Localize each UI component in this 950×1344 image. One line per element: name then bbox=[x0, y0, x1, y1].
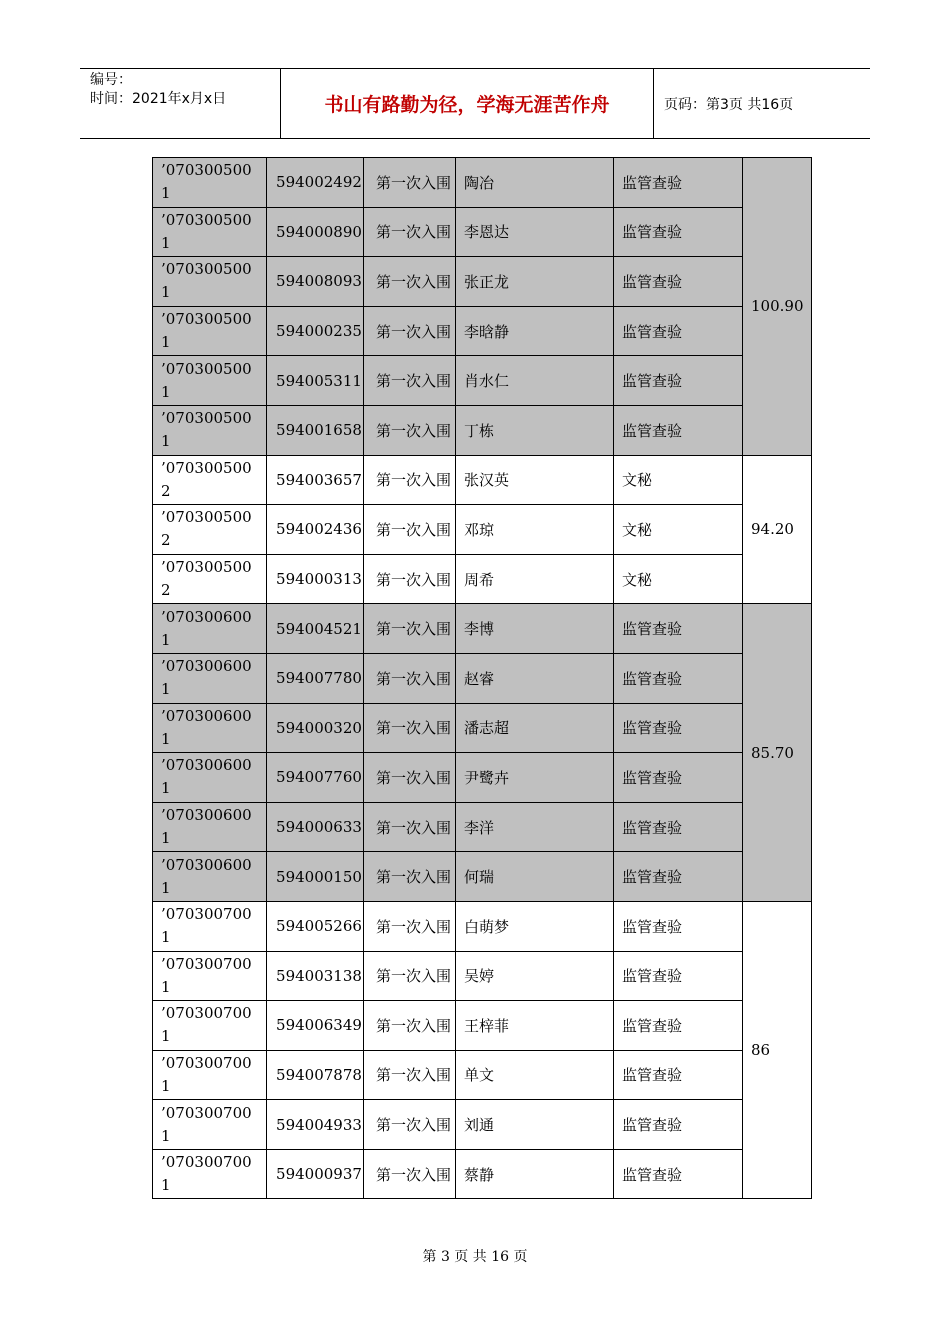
cutoff-score-cell: 100.90 bbox=[743, 158, 812, 456]
candidate-name-cell: 何瑞 bbox=[456, 852, 614, 902]
cutoff-score-cell: 94.20 bbox=[743, 455, 812, 604]
round-cell: 第一次入围 bbox=[364, 306, 456, 356]
table-row bbox=[153, 306, 812, 356]
round-cell: 第一次入围 bbox=[364, 405, 456, 455]
position-code-line1: ’070300600 bbox=[161, 855, 252, 874]
post-cell: 监管查验 bbox=[614, 306, 743, 356]
position-code-line1: ’070300600 bbox=[161, 806, 252, 825]
exam-id-cell: 594008093 bbox=[267, 257, 364, 307]
round-cell: 第一次入围 bbox=[364, 703, 456, 753]
exam-id-cell: 594002436 bbox=[267, 505, 364, 555]
exam-id-cell: 594000633 bbox=[267, 802, 364, 852]
round-cell: 第一次入围 bbox=[364, 753, 456, 803]
candidate-name-cell: 李恩达 bbox=[456, 207, 614, 257]
table-row bbox=[153, 1100, 812, 1150]
exam-id-cell: 594000937 bbox=[267, 1149, 364, 1199]
position-code-line1: ’070300500 bbox=[161, 310, 252, 329]
table-row bbox=[153, 703, 812, 753]
post-cell: 监管查验 bbox=[614, 852, 743, 902]
candidate-name-cell: 李洋 bbox=[456, 802, 614, 852]
position-code-cell bbox=[153, 852, 267, 902]
position-code-line1: ’070300500 bbox=[161, 409, 252, 428]
table-row bbox=[153, 356, 812, 406]
position-code-line2: 1 bbox=[161, 779, 171, 798]
position-code-line1: ’070300500 bbox=[161, 458, 252, 477]
position-code-line1: ’070300500 bbox=[161, 558, 252, 577]
position-code-line2: 1 bbox=[161, 382, 171, 401]
round-cell: 第一次入围 bbox=[364, 1149, 456, 1199]
header-page-info: 页码：第3页 共16页 bbox=[664, 96, 794, 113]
exam-id-cell: 594000150 bbox=[267, 852, 364, 902]
round-cell: 第一次入围 bbox=[364, 1100, 456, 1150]
candidate-name-cell: 蔡静 bbox=[456, 1149, 614, 1199]
post-cell: 监管查验 bbox=[614, 356, 743, 406]
table-row bbox=[153, 455, 812, 505]
round-cell: 第一次入围 bbox=[364, 852, 456, 902]
round-cell: 第一次入围 bbox=[364, 356, 456, 406]
candidate-name-cell: 周希 bbox=[456, 554, 614, 604]
position-code-cell bbox=[153, 505, 267, 555]
round-cell: 第一次入围 bbox=[364, 901, 456, 951]
table-row bbox=[153, 158, 812, 208]
position-code-cell bbox=[153, 604, 267, 654]
position-code-line2: 1 bbox=[161, 233, 171, 252]
post-cell: 监管查验 bbox=[614, 653, 743, 703]
page-footer: 第 3 页 共 16 页 bbox=[422, 1249, 528, 1265]
table-row bbox=[153, 753, 812, 803]
candidate-table bbox=[152, 157, 812, 1199]
table-row bbox=[153, 901, 812, 951]
exam-id-cell: 594005266 bbox=[267, 901, 364, 951]
round-cell: 第一次入围 bbox=[364, 207, 456, 257]
position-code-line1: ’070300700 bbox=[161, 1053, 252, 1072]
position-code-cell bbox=[153, 753, 267, 803]
table-row bbox=[153, 405, 812, 455]
candidate-name-cell: 丁栋 bbox=[456, 405, 614, 455]
position-code-cell bbox=[153, 554, 267, 604]
post-cell: 监管查验 bbox=[614, 1100, 743, 1150]
position-code-line1: ’070300700 bbox=[161, 1103, 252, 1122]
position-code-line2: 1 bbox=[161, 1176, 171, 1195]
round-cell: 第一次入围 bbox=[364, 1001, 456, 1051]
table-row bbox=[153, 207, 812, 257]
exam-id-cell: 594003657 bbox=[267, 455, 364, 505]
exam-id-cell: 594000890 bbox=[267, 207, 364, 257]
position-code-line2: 1 bbox=[161, 878, 171, 897]
position-code-line2: 1 bbox=[161, 283, 171, 302]
post-cell: 文秘 bbox=[614, 455, 743, 505]
post-cell: 监管查验 bbox=[614, 604, 743, 654]
table-row bbox=[153, 604, 812, 654]
post-cell: 监管查验 bbox=[614, 802, 743, 852]
round-cell: 第一次入围 bbox=[364, 505, 456, 555]
exam-id-cell: 594007780 bbox=[267, 653, 364, 703]
position-code-line1: ’070300600 bbox=[161, 607, 252, 626]
cutoff-score-cell: 86 bbox=[743, 901, 812, 1199]
post-cell: 监管查验 bbox=[614, 1001, 743, 1051]
post-cell: 监管查验 bbox=[614, 405, 743, 455]
candidate-name-cell: 李晗静 bbox=[456, 306, 614, 356]
round-cell: 第一次入围 bbox=[364, 257, 456, 307]
position-code-cell bbox=[153, 703, 267, 753]
position-code-cell bbox=[153, 1100, 267, 1150]
table-row bbox=[153, 1149, 812, 1199]
exam-id-cell: 594000320 bbox=[267, 703, 364, 753]
candidate-name-cell: 尹鹭卉 bbox=[456, 753, 614, 803]
candidate-name-cell: 肖水仁 bbox=[456, 356, 614, 406]
candidate-name-cell: 张汉英 bbox=[456, 455, 614, 505]
candidate-name-cell: 王梓菲 bbox=[456, 1001, 614, 1051]
round-cell: 第一次入围 bbox=[364, 455, 456, 505]
exam-id-cell: 594005311 bbox=[267, 356, 364, 406]
candidate-name-cell: 白萌梦 bbox=[456, 901, 614, 951]
position-code-cell bbox=[153, 405, 267, 455]
candidate-name-cell: 赵睿 bbox=[456, 653, 614, 703]
position-code-cell bbox=[153, 951, 267, 1001]
exam-id-cell: 594003138 bbox=[267, 951, 364, 1001]
position-code-cell bbox=[153, 1001, 267, 1051]
round-cell: 第一次入围 bbox=[364, 802, 456, 852]
position-code-line2: 1 bbox=[161, 333, 171, 352]
position-code-cell bbox=[153, 158, 267, 208]
position-code-line2: 2 bbox=[161, 481, 171, 500]
position-code-line2: 1 bbox=[161, 630, 171, 649]
post-cell: 监管查验 bbox=[614, 951, 743, 1001]
position-code-cell bbox=[153, 1050, 267, 1100]
position-code-line2: 2 bbox=[161, 531, 171, 550]
position-code-cell bbox=[153, 356, 267, 406]
post-cell: 监管查验 bbox=[614, 753, 743, 803]
post-cell: 监管查验 bbox=[614, 1050, 743, 1100]
table-row bbox=[153, 257, 812, 307]
round-cell: 第一次入围 bbox=[364, 653, 456, 703]
round-cell: 第一次入围 bbox=[364, 951, 456, 1001]
position-code-line2: 1 bbox=[161, 1027, 171, 1046]
page-header bbox=[80, 68, 870, 139]
position-code-cell bbox=[153, 802, 267, 852]
position-code-line2: 1 bbox=[161, 1076, 171, 1095]
candidate-name-cell: 李博 bbox=[456, 604, 614, 654]
position-code-cell bbox=[153, 901, 267, 951]
round-cell: 第一次入围 bbox=[364, 1050, 456, 1100]
document-date: 时间：2021年x月x日 bbox=[90, 91, 227, 107]
position-code-line1: ’070300600 bbox=[161, 706, 252, 725]
document-number-label: 编号： bbox=[90, 72, 132, 88]
cutoff-score-cell: 85.70 bbox=[743, 604, 812, 902]
exam-id-cell: 594007760 bbox=[267, 753, 364, 803]
position-code-cell bbox=[153, 207, 267, 257]
candidate-name-cell: 刘通 bbox=[456, 1100, 614, 1150]
post-cell: 监管查验 bbox=[614, 901, 743, 951]
position-code-cell bbox=[153, 257, 267, 307]
position-code-line2: 1 bbox=[161, 729, 171, 748]
post-cell: 监管查验 bbox=[614, 207, 743, 257]
header-meta bbox=[80, 69, 281, 138]
position-code-cell bbox=[153, 653, 267, 703]
position-code-line1: ’070300500 bbox=[161, 210, 252, 229]
exam-id-cell: 594004521 bbox=[267, 604, 364, 654]
table-row bbox=[153, 653, 812, 703]
round-cell: 第一次入围 bbox=[364, 554, 456, 604]
exam-id-cell: 594000313 bbox=[267, 554, 364, 604]
position-code-line2: 2 bbox=[161, 581, 171, 600]
position-code-line1: ’070300500 bbox=[161, 508, 252, 527]
table-row bbox=[153, 1001, 812, 1051]
candidate-name-cell: 陶冶 bbox=[456, 158, 614, 208]
position-code-line1: ’070300700 bbox=[161, 1004, 252, 1023]
table-row bbox=[153, 802, 812, 852]
exam-id-cell: 594000235 bbox=[267, 306, 364, 356]
round-cell: 第一次入围 bbox=[364, 158, 456, 208]
header-motto: 书山有路勤为径，学海无涯苦作舟 bbox=[281, 69, 654, 138]
exam-id-cell: 594001658 bbox=[267, 405, 364, 455]
candidate-name-cell: 潘志超 bbox=[456, 703, 614, 753]
table-row bbox=[153, 505, 812, 555]
exam-id-cell: 594004933 bbox=[267, 1100, 364, 1150]
position-code-line2: 1 bbox=[161, 680, 171, 699]
position-code-line1: ’070300500 bbox=[161, 359, 252, 378]
post-cell: 监管查验 bbox=[614, 158, 743, 208]
post-cell: 监管查验 bbox=[614, 703, 743, 753]
position-code-cell bbox=[153, 455, 267, 505]
position-code-line1: ’070300600 bbox=[161, 756, 252, 775]
position-code-cell bbox=[153, 1149, 267, 1199]
exam-id-cell: 594002492 bbox=[267, 158, 364, 208]
post-cell: 文秘 bbox=[614, 505, 743, 555]
post-cell: 监管查验 bbox=[614, 257, 743, 307]
table-row bbox=[153, 951, 812, 1001]
position-code-cell bbox=[153, 306, 267, 356]
position-code-line1: ’070300500 bbox=[161, 260, 252, 279]
round-cell: 第一次入围 bbox=[364, 604, 456, 654]
position-code-line1: ’070300600 bbox=[161, 657, 252, 676]
candidate-name-cell: 单文 bbox=[456, 1050, 614, 1100]
position-code-line2: 1 bbox=[161, 1126, 171, 1145]
position-code-line1: ’070300700 bbox=[161, 954, 252, 973]
post-cell: 文秘 bbox=[614, 554, 743, 604]
position-code-line1: ’070300700 bbox=[161, 1153, 252, 1172]
position-code-line2: 1 bbox=[161, 829, 171, 848]
position-code-line1: ’070300500 bbox=[161, 161, 252, 180]
position-code-line2: 1 bbox=[161, 928, 171, 947]
position-code-line1: ’070300700 bbox=[161, 905, 252, 924]
position-code-line2: 1 bbox=[161, 977, 171, 996]
table-row bbox=[153, 1050, 812, 1100]
exam-id-cell: 594006349 bbox=[267, 1001, 364, 1051]
exam-id-cell: 594007878 bbox=[267, 1050, 364, 1100]
candidate-name-cell: 吴婷 bbox=[456, 951, 614, 1001]
table-row bbox=[153, 554, 812, 604]
position-code-line2: 1 bbox=[161, 184, 171, 203]
candidate-table-body bbox=[153, 158, 812, 1199]
candidate-name-cell: 邓琼 bbox=[456, 505, 614, 555]
candidate-name-cell: 张正龙 bbox=[456, 257, 614, 307]
position-code-line2: 1 bbox=[161, 432, 171, 451]
table-row bbox=[153, 852, 812, 902]
post-cell: 监管查验 bbox=[614, 1149, 743, 1199]
